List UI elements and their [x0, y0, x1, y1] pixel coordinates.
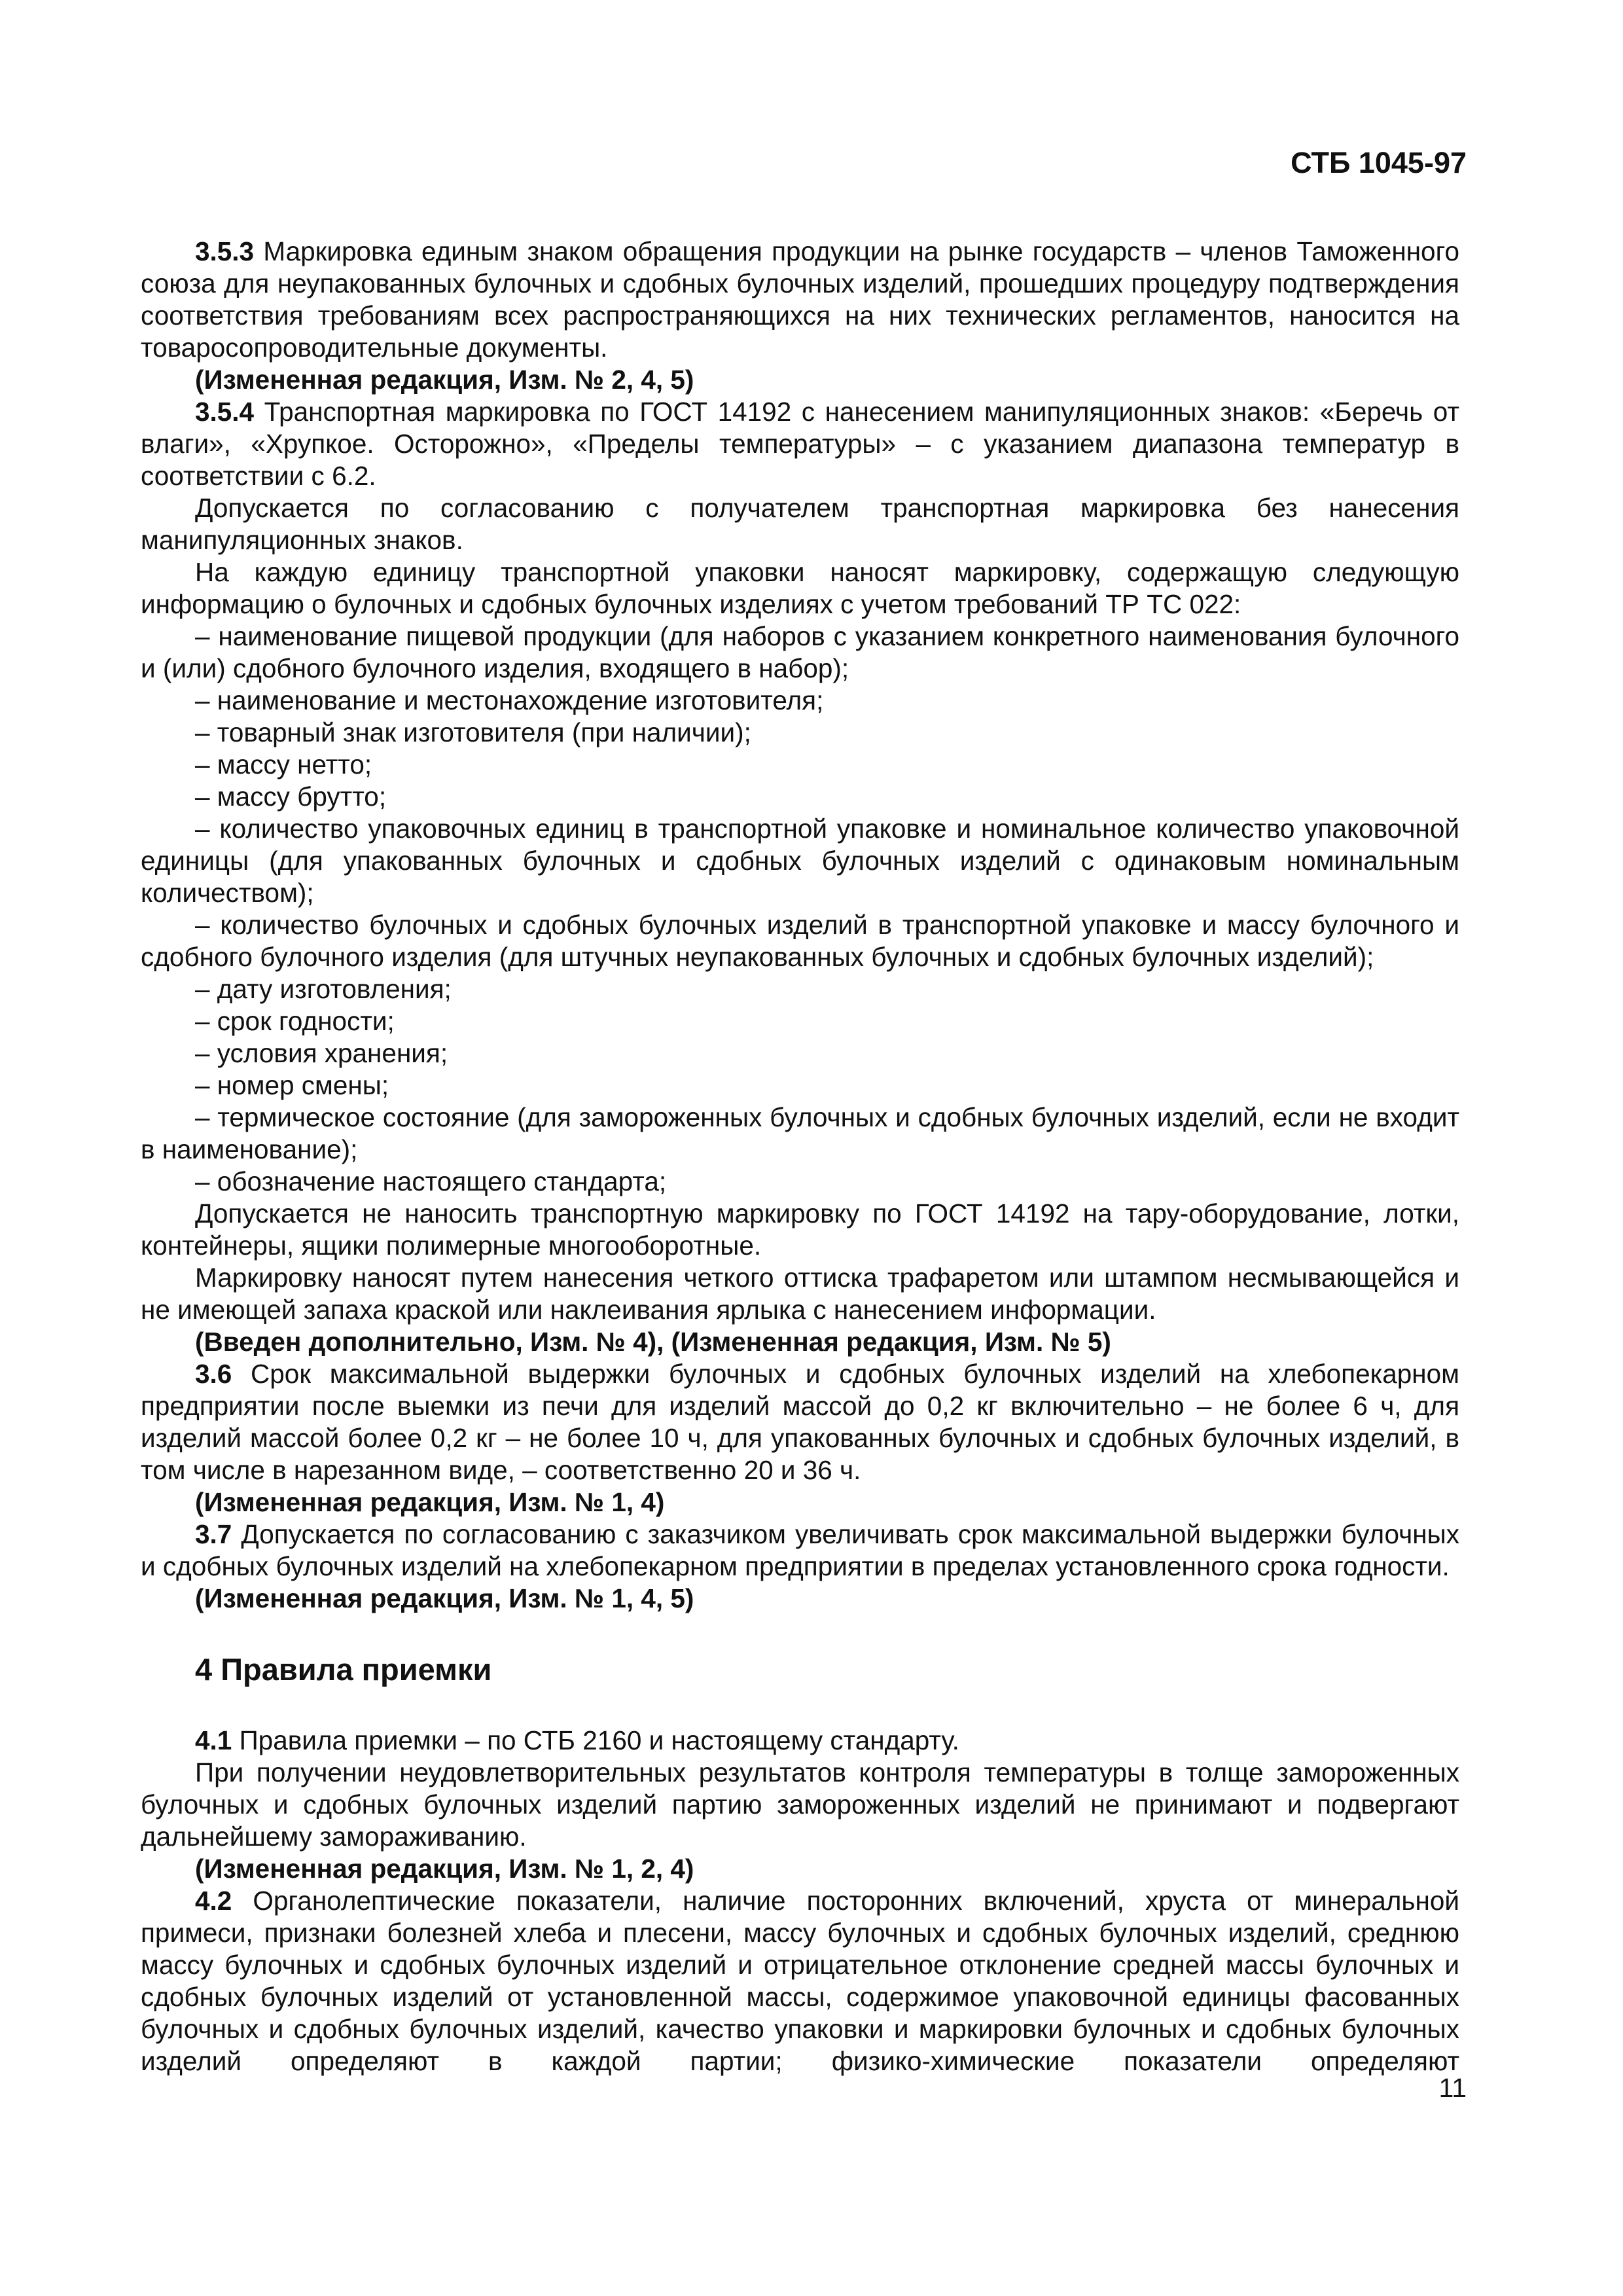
list-item: – термическое состояние (для замороженных булочных и сдобных булочных изделий, если не входит в наименование);: [141, 1102, 1459, 1164]
clause-text: Транспортная маркировка по ГОСТ 14192 с нанесением манипуляционных знаков: «Беречь от влаги», «Хрупкое. Осторожно», «Пределы температуры» – с указанием диапазона температур в соответствии с 6.2.: [141, 397, 1459, 491]
list-item: – наименование и местонахождение изготовителя;: [195, 685, 824, 715]
list-item: – массу брутто;: [195, 781, 387, 812]
paragraph-4-1: [141, 1725, 1459, 1757]
document-body: [141, 236, 1459, 2077]
paragraph-3-6: [141, 1358, 1459, 1486]
paragraph-text: Допускается по согласованию с получателем транспортная маркировка без нанесения манипуляционных знаков.: [141, 493, 1459, 555]
paragraph-3-5-3: [141, 236, 1459, 364]
section-title: 4 Правила приемки: [195, 1652, 492, 1687]
paragraph-3-7: [141, 1518, 1459, 1583]
list-item: – товарный знак изготовителя (при наличии);: [195, 717, 751, 747]
paragraph-3-5-4: [141, 396, 1459, 492]
list-item: – массу нетто;: [195, 749, 372, 780]
list-item: – наименование пищевой продукции (для наборов с указанием конкретного наименования булочного и (или) сдобного булочного изделия, входящего в набор);: [141, 621, 1459, 683]
paragraph-text: Маркировку наносят путем нанесения четкого оттиска трафаретом или штампом несмывающейся и не имеющей запаха краской или наклеивания ярлыка с нанесением информации.: [141, 1263, 1459, 1325]
clause-number: 4.1: [195, 1725, 232, 1755]
list-item: – количество упаковочных единиц в транспортной упаковке и номинальное количество упаковочной единицы (для упакованных булочных и сдобных булочных изделий с одинаковым номинальным количеством);: [141, 814, 1459, 908]
clause-number: 3.7: [195, 1519, 232, 1549]
document-code-header: СТБ 1045-97: [1291, 146, 1467, 179]
clause-number: 4.2: [195, 1886, 232, 1916]
list-item: – условия хранения;: [195, 1038, 448, 1068]
list-item: – номер смены;: [195, 1070, 389, 1100]
amendment-note: (Измененная редакция, Изм. № 1, 4): [195, 1487, 665, 1517]
clause-number: 3.5.4: [195, 397, 255, 427]
paragraph-text: Допускается не наносить транспортную маркировку по ГОСТ 14192 на тару-оборудование, лотки, контейнеры, ящики полимерные многооборотные.: [141, 1198, 1459, 1261]
list-item: – обозначение настоящего стандарта;: [195, 1166, 667, 1196]
paragraph-text: При получении неудовлетворительных результатов контроля температуры в толще замороженных булочных и сдобных булочных изделий партию замороженных изделий не принимают и подвергают дальнейшему замораживанию.: [141, 1757, 1459, 1852]
page-number: 11: [1438, 2073, 1467, 2103]
list-item: – дату изготовления;: [195, 974, 452, 1004]
amendment-note: (Введен дополнительно, Изм. № 4), (Измененная редакция, Изм. № 5): [195, 1327, 1111, 1357]
clause-text: Органолептические показатели, наличие посторонних включений, хруста от минеральной примеси, признаки болезней хлеба и плесени, массу булочных и сдобных булочных изделий, среднюю массу булочных и сдобных булочных изделий и отрицательное отклонение средней массы булочных и сдобных булочных изделий от установленной массы, содержимое упаковочной единицы фасованных булочных и сдобных булочных изделий, качество упаковки и маркировки булочных и сдобных булочных изделий определяют в каждой партии; физико-химические показатели определяют: [141, 1886, 1459, 2076]
amendment-note: (Измененная редакция, Изм. № 2, 4, 5): [195, 365, 694, 395]
list-item: – срок годности;: [195, 1006, 395, 1036]
clause-number: 3.6: [195, 1359, 232, 1389]
list-item: – количество булочных и сдобных булочных изделий в транспортной упаковке и массу булочного и сдобного булочного изделия (для штучных неупакованных булочных и сдобных булочных изделий);: [141, 910, 1459, 972]
paragraph-4-2: [141, 1885, 1459, 2077]
clause-text: Правила приемки – по СТБ 2160 и настоящему стандарту.: [232, 1725, 959, 1755]
clause-text: Маркировка единым знаком обращения продукции на рынке государств – членов Таможенного союза для неупакованных булочных и сдобных булочных изделий, прошедших процедуру подтверждения соответствия требованиям всех распространяющихся на них технических регламентов, наносится на товаросопроводительные документы.: [141, 236, 1459, 363]
paragraph-text: На каждую единицу транспортной упаковки наносят маркировку, содержащую следующую информацию о булочных и сдобных булочных изделиях с учетом требований ТР ТС 022:: [141, 557, 1459, 619]
clause-number: 3.5.3: [195, 236, 255, 266]
amendment-note: (Измененная редакция, Изм. № 1, 4, 5): [195, 1583, 694, 1613]
clause-text: Допускается по согласованию с заказчиком увеличивать срок максимальной выдержки булочных и сдобных булочных изделий на хлебопекарном предприятии в пределах установленного срока годности.: [141, 1519, 1459, 1581]
amendment-note: (Измененная редакция, Изм. № 1, 2, 4): [195, 1854, 694, 1884]
clause-text: Срок максимальной выдержки булочных и сдобных булочных изделий на хлебопекарном предприятии после выемки из печи для изделий массой до 0,2 кг включительно – не более 6 ч, для изделий массой более 0,2 кг – не более 10 ч, для упакованных булочных и сдобных булочных изделий, в том числе в нарезанном виде, – соответственно 20 и 36 ч.: [141, 1359, 1459, 1485]
